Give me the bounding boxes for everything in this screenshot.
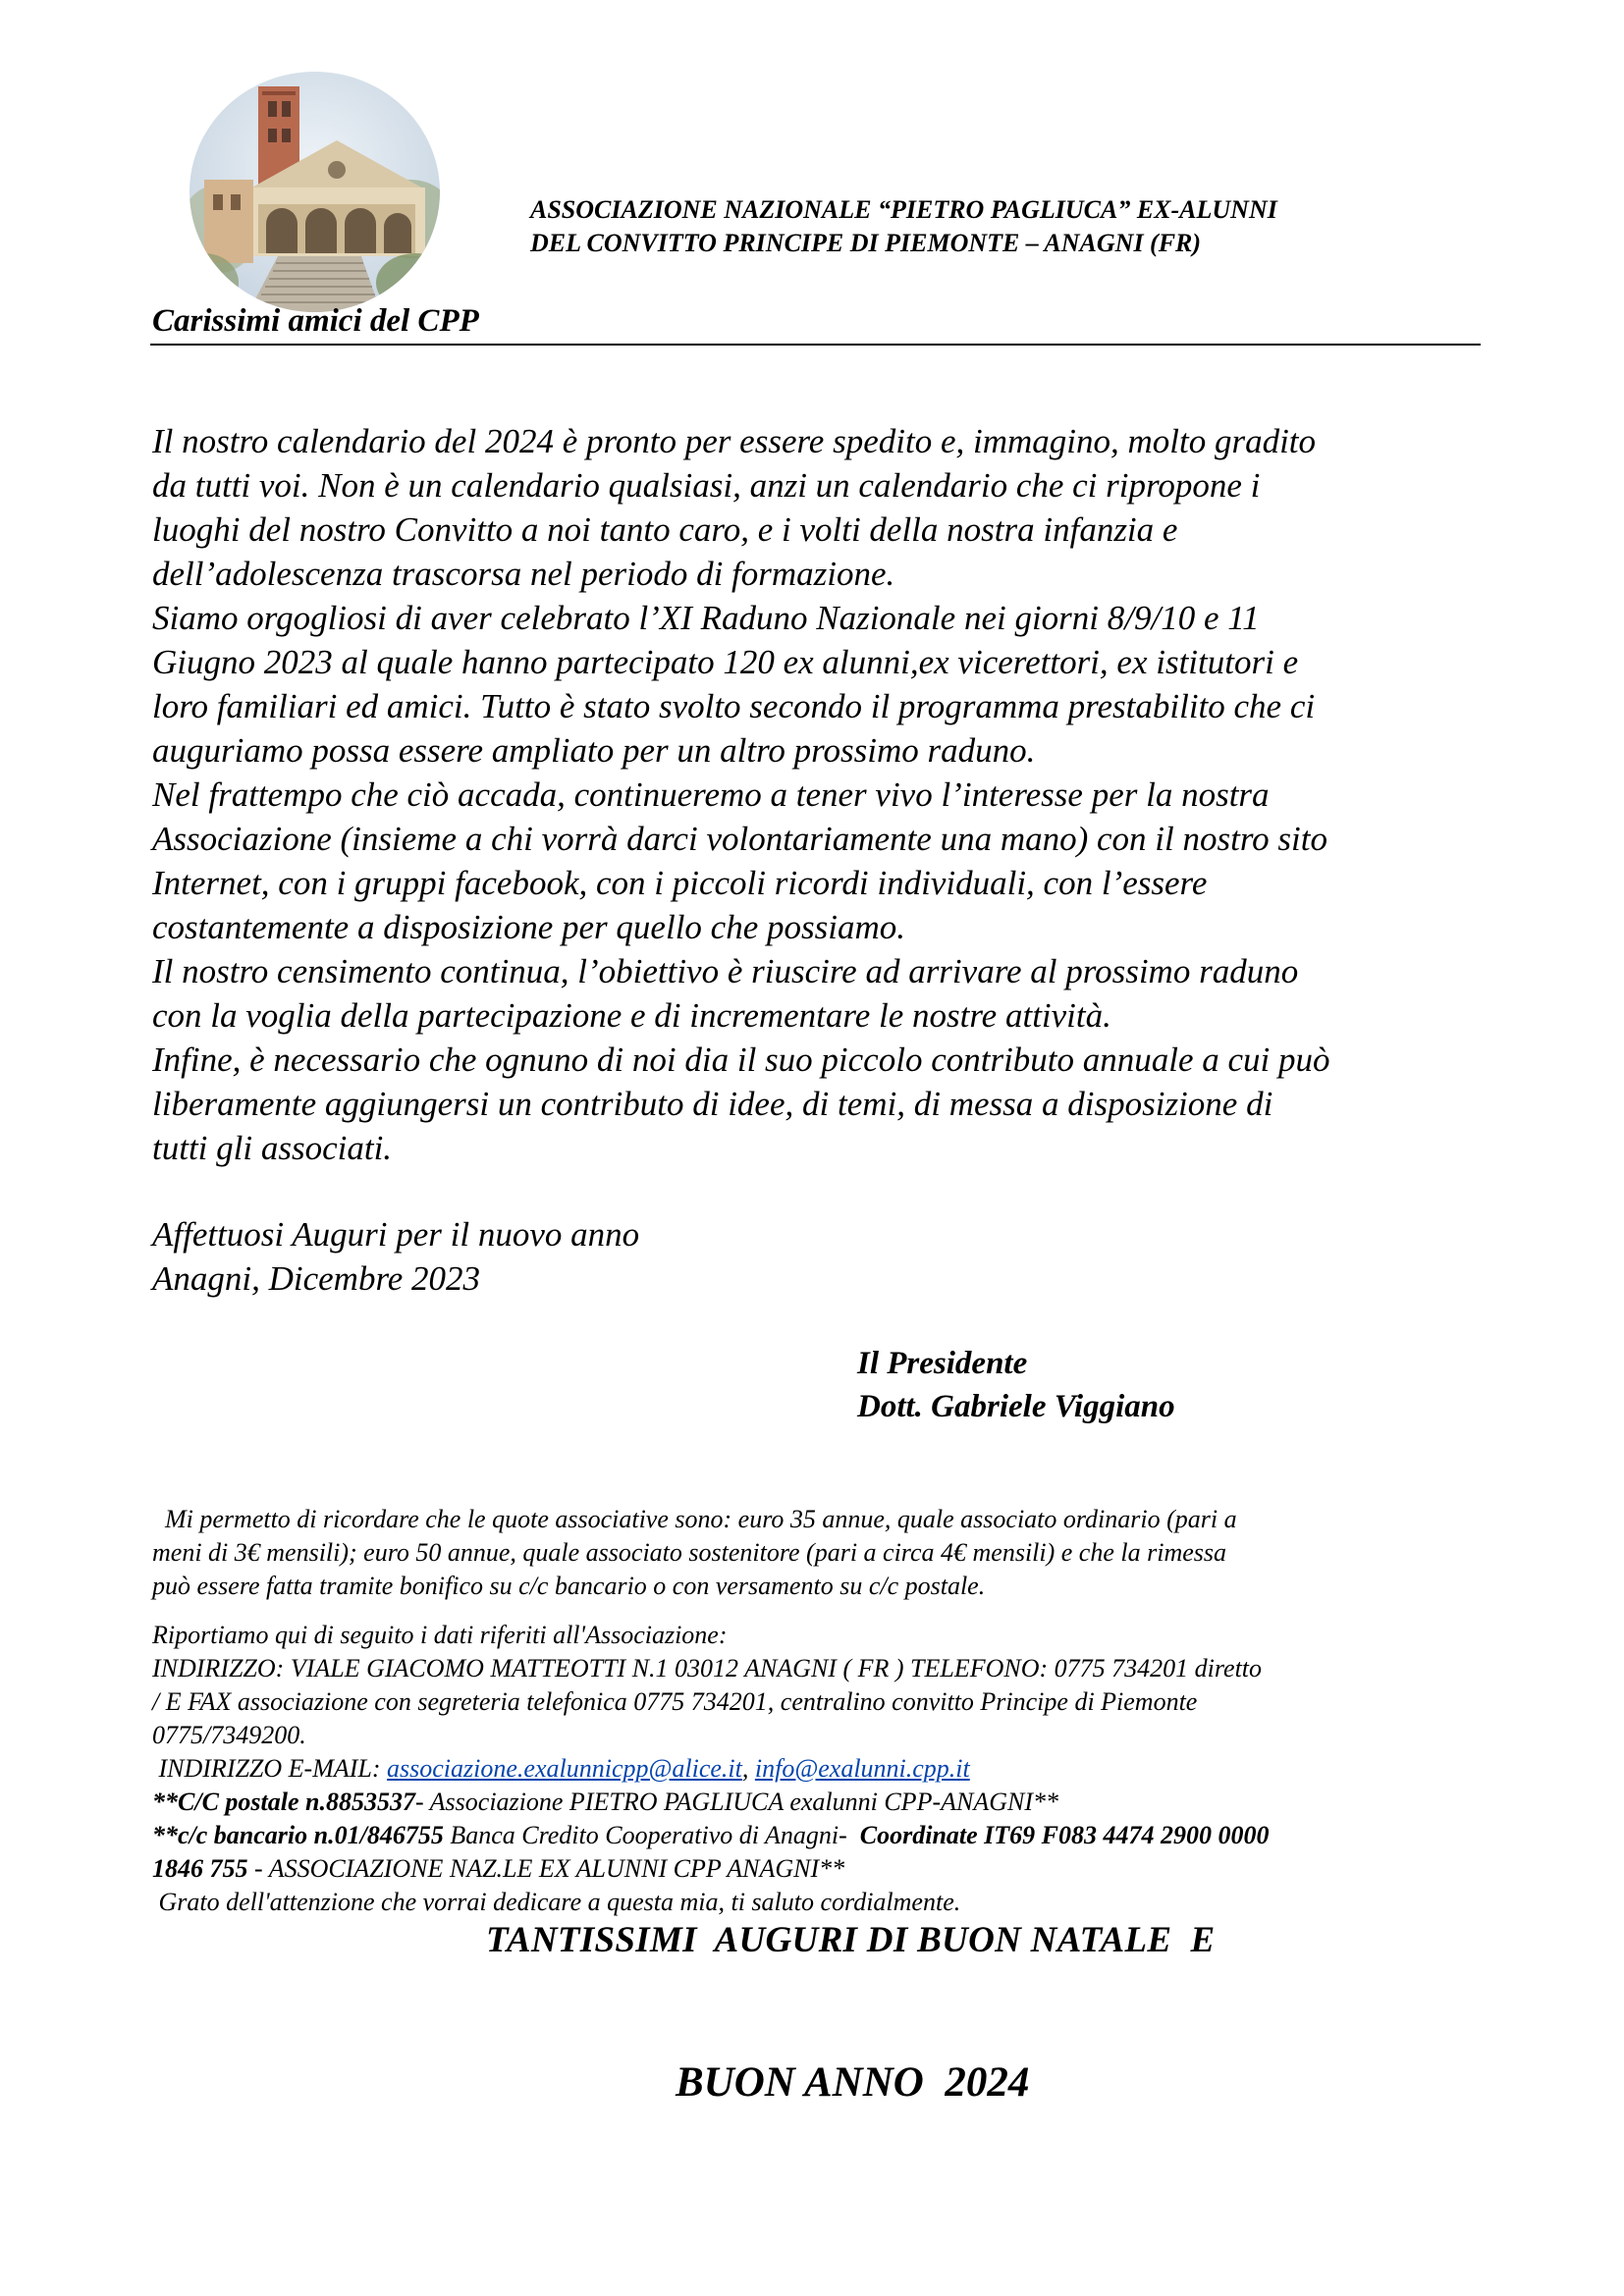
association-line-1: ASSOCIAZIONE NAZIONALE “PIETRO PAGLIUCA” EX-ALUNNI: [530, 195, 1277, 224]
bank-coordinates-end: 1846 755: [152, 1854, 248, 1883]
signature-title: Il Presidente: [857, 1346, 1028, 1381]
body-line: Infine, è necessario che ognuno di noi dia il suo piccolo contributo annuale a cui può: [152, 1041, 1330, 1079]
bank-name: Banca Credito Cooperativo di Anagni-: [443, 1821, 860, 1849]
body-line: luoghi del nostro Convitto a noi tanto caro, e i volti della nostra infanzia e: [152, 510, 1178, 549]
email-link-info[interactable]: info@exalunni.cpp.it: [754, 1754, 970, 1783]
body-line: da tutti voi. Non è un calendario qualsiasi, anzi un calendario che ci ripropone i: [152, 466, 1261, 505]
body-line: Nel frattempo che ciò accada, continueremo a tener vivo l’interesse per la nostra: [152, 775, 1270, 814]
body-line: Associazione (insieme a chi vorrà darci volontariamente una mano) con il nostro sito: [152, 820, 1327, 858]
new-year-wishes: BUON ANNO 2024: [676, 2059, 1030, 2106]
body-line: dell’adolescenza trascorsa nel periodo di formazione.: [152, 555, 895, 593]
closing-block: [152, 1212, 639, 1301]
body-line: Internet, con i gruppi facebook, con i piccoli ricordi individuali, con l’essere: [152, 864, 1208, 902]
bank-account-holder: - ASSOCIAZIONE NAZ.LE EX ALUNNI CPP ANAGNI**: [247, 1854, 845, 1883]
body-line: auguriamo possa essere ampliato per un altro prossimo raduno.: [152, 731, 1036, 770]
spacer: [152, 1603, 1527, 1619]
notes-block: [152, 1503, 1527, 1919]
email-link-associazione[interactable]: associazione.exalunnicpp@alice.it: [387, 1754, 742, 1783]
association-line-2: DEL CONVITTO PRINCIPE DI PIEMONTE – ANAGNI (FR): [530, 229, 1202, 257]
signature-block: [857, 1342, 1175, 1428]
email-label: INDIRIZZO E-MAIL:: [152, 1754, 388, 1783]
body-line: loro familiari ed amici. Tutto è stato svolto secondo il programma prestabilito che ci: [152, 687, 1316, 725]
postal-account-holder: - Associazione PIETRO PAGLIUCA exalunni CPP-ANAGNI**: [414, 1788, 1058, 1816]
bank-coordinates: Coordinate IT69 F083 4474 2900 0000: [859, 1821, 1270, 1849]
bank-account-line-2: [152, 1852, 1527, 1886]
body-line: Il nostro calendario del 2024 è pronto per essere spedito e, immagino, molto gradito: [152, 422, 1317, 460]
body-line: Giugno 2023 al quale hanno partecipato 120 ex alunni,ex vicerettori, ex istitutori e: [152, 643, 1299, 681]
email-separator: ,: [741, 1754, 755, 1783]
bank-account-line: [152, 1819, 1527, 1852]
closing-place-date: Anagni, Dicembre 2023: [152, 1259, 481, 1298]
letter-body: [152, 419, 1507, 1170]
postal-account-line: [152, 1786, 1527, 1819]
thanks-line: Grato dell'attenzione che vorrai dedicare a questa mia, ti saluto cordialmente.: [152, 1888, 961, 1916]
fees-line: Mi permetto di ricordare che le quote associative sono: euro 35 annue, quale associato ordinario (pari a: [152, 1505, 1237, 1533]
body-line: liberamente aggiungersi un contributo di idee, di temi, di messa a disposizione di: [152, 1085, 1273, 1123]
address-line: 0775/7349200.: [152, 1721, 306, 1749]
closing-wishes: Affettuosi Auguri per il nuovo anno: [152, 1215, 640, 1254]
bank-prefix: **: [152, 1821, 178, 1849]
signature-name: Dott. Gabriele Viggiano: [857, 1389, 1175, 1424]
fees-line: meni di 3€ mensili); euro 50 annue, quale associato sostenitore (pari a circa 4€ mensili) e che la rimessa: [152, 1538, 1227, 1567]
address-line: INDIRIZZO: VIALE GIACOMO MATTEOTTI N.1 03012 ANAGNI ( FR ) TELEFONO: 0775 734201 diretto: [152, 1654, 1263, 1682]
body-line: Siamo orgogliosi di aver celebrato l’XI Raduno Nazionale nei giorni 8/9/10 e 11: [152, 599, 1260, 637]
address-line: / E FAX associazione con segreteria telefonica 0775 734201, centralino convitto Principe di Piemonte: [152, 1687, 1198, 1716]
postal-account-number: C/C postale n.8853537: [178, 1788, 415, 1816]
info-intro: Riportiamo qui di seguito i dati riferiti all'Associazione:: [152, 1621, 728, 1649]
bank-account-number: c/c bancario n.01/846755: [178, 1821, 444, 1849]
body-line: Il nostro censimento continua, l’obiettivo è riuscire ad arrivare al prossimo raduno: [152, 952, 1299, 990]
convitto-watercolor-logo: [189, 72, 440, 312]
body-line: tutti gli associati.: [152, 1129, 393, 1167]
body-line: costantemente a disposizione per quello che possiamo.: [152, 908, 905, 946]
body-line: con la voglia della partecipazione e di incrementare le nostre attività.: [152, 996, 1111, 1035]
greeting: Carissimi amici del CPP: [152, 303, 479, 339]
christmas-wishes: TANTISSIMI AUGURI DI BUON NATALE E: [486, 1920, 1216, 1960]
email-line: [152, 1752, 1527, 1786]
postal-prefix: **: [152, 1788, 178, 1816]
header-divider: [150, 344, 1481, 346]
association-header: [530, 193, 1512, 260]
fees-line: può essere fatta tramite bonifico su c/c bancario o con versamento su c/c postale.: [152, 1572, 986, 1600]
